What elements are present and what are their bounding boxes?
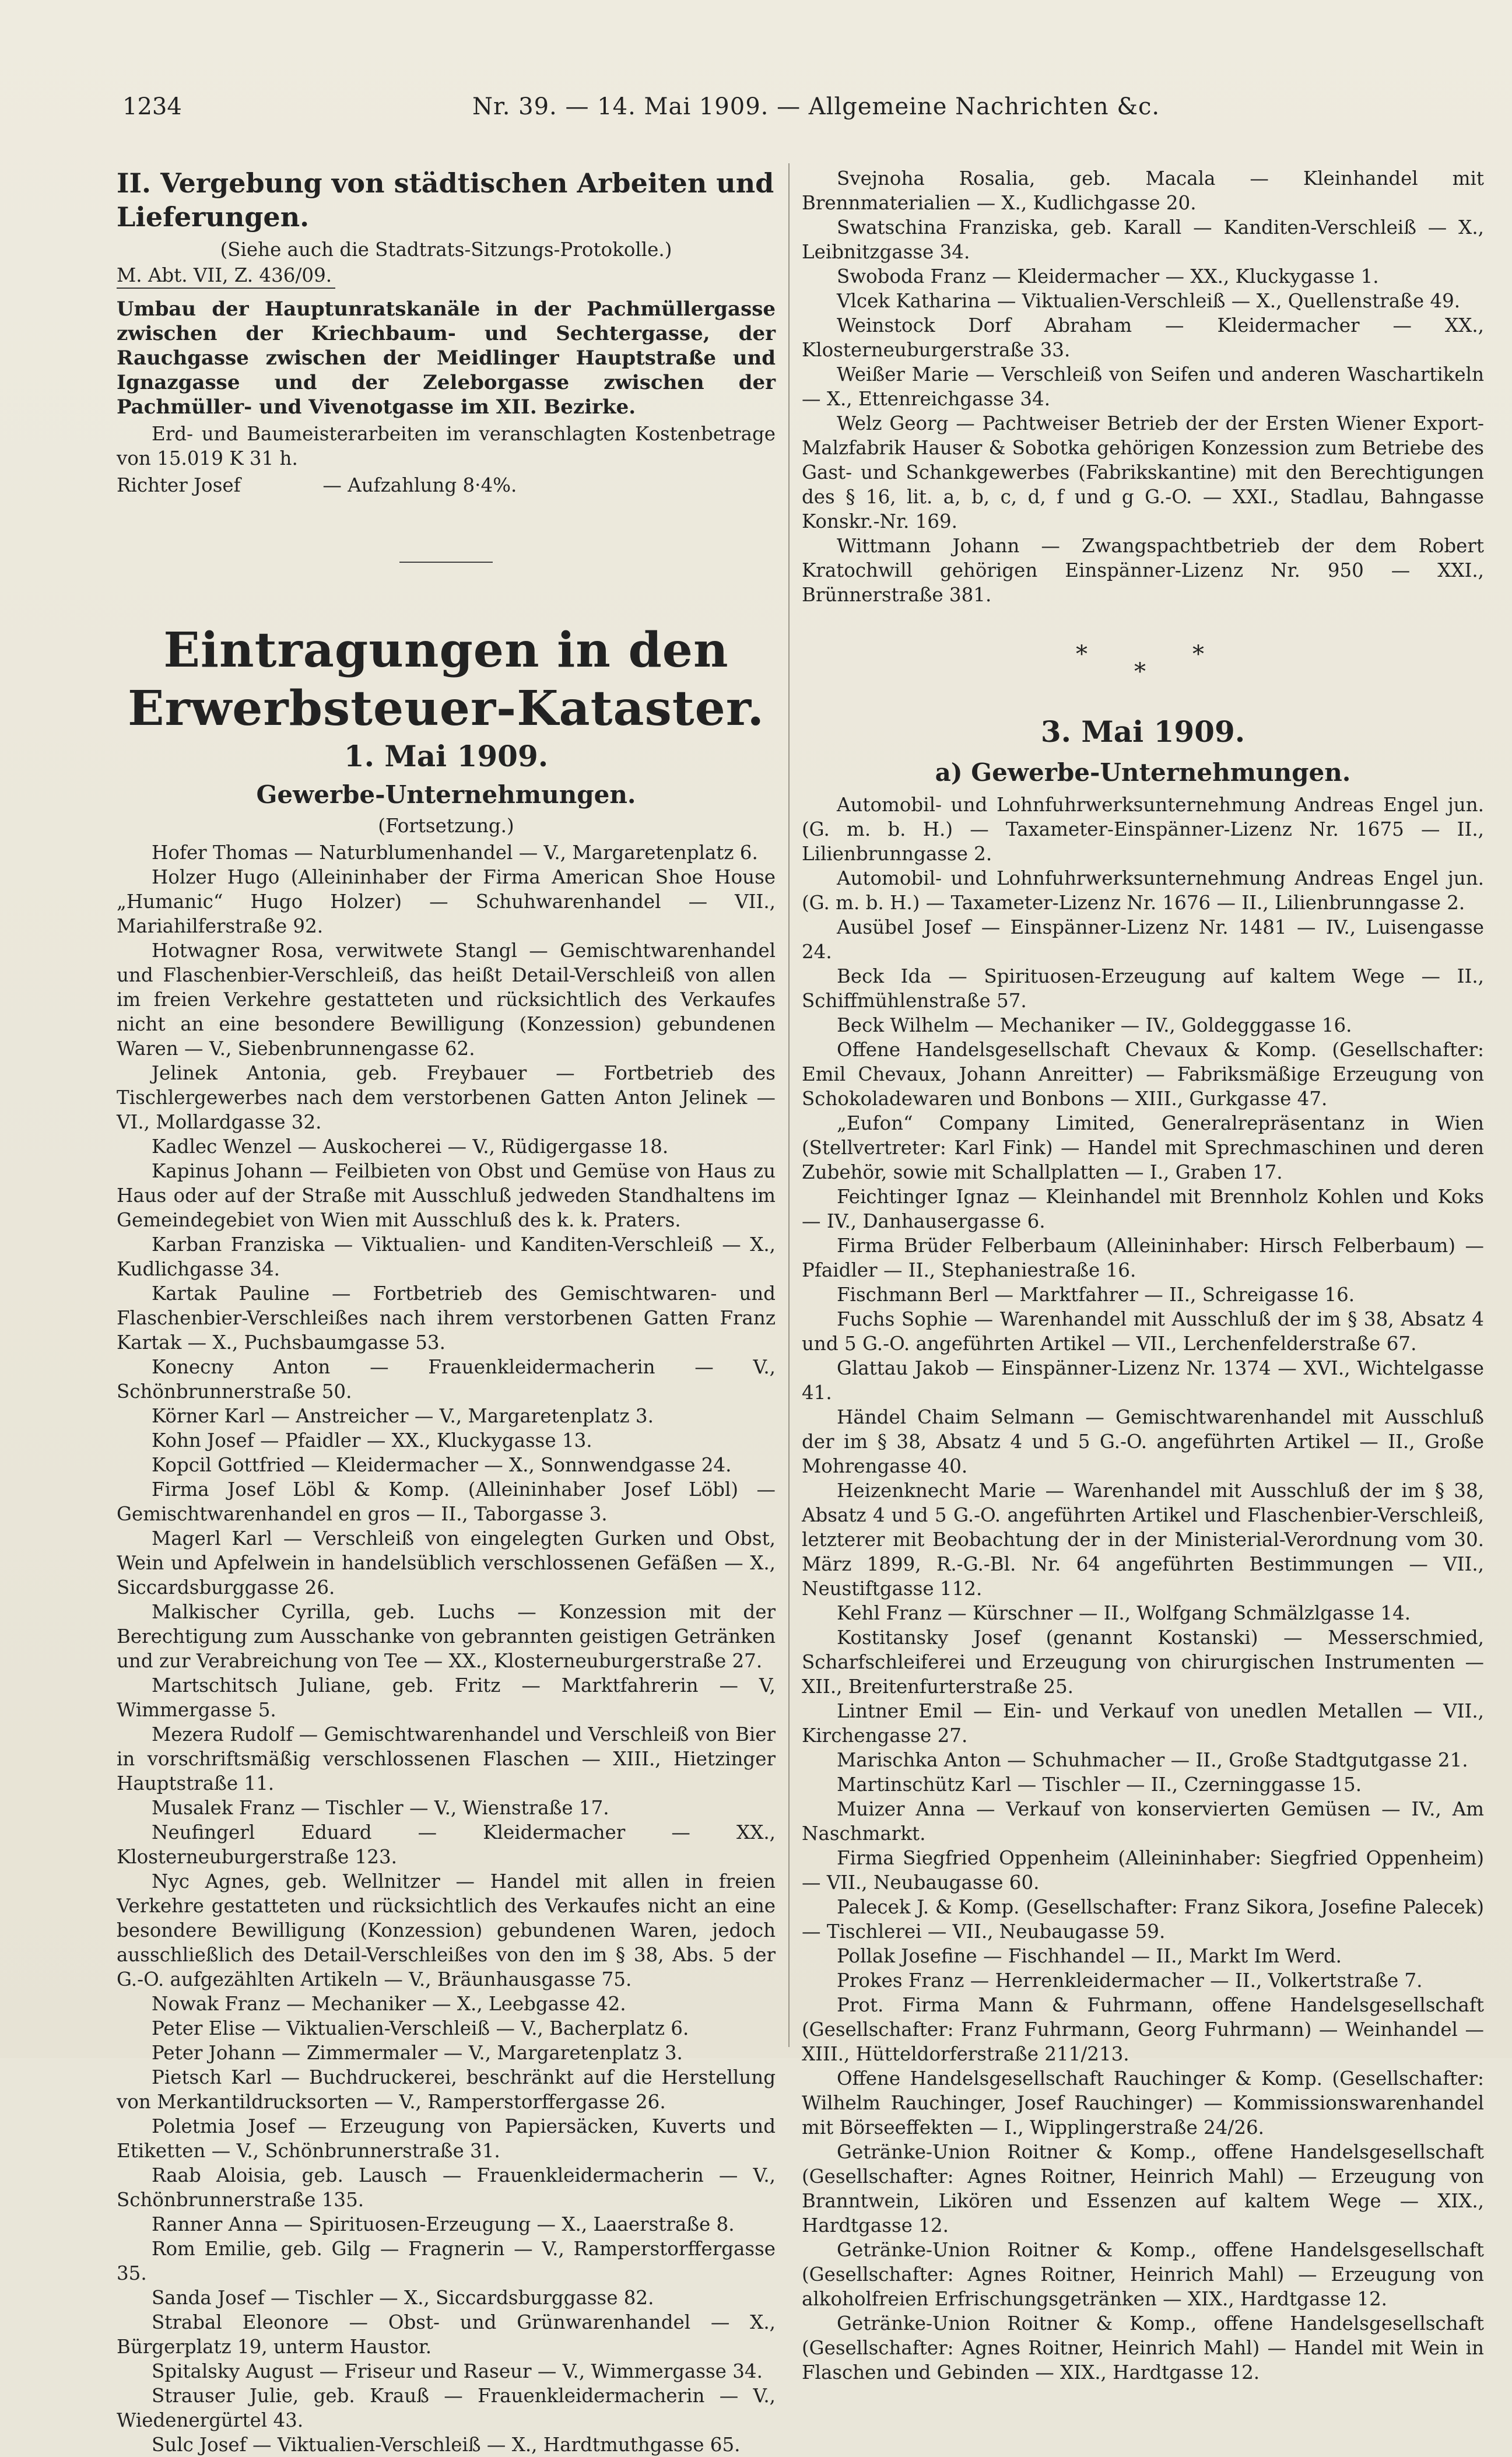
project-description: Umbau der Hauptunratskanäle in der Pachmüllergasse zwischen der Kriechbaum- und Sechtergasse, der Rauchgasse zwischen der Meidlinger Hauptstraße und Ignazgasse und der Zeleborgasse zwischen der Pachmüller- und Vivenotgasse im XII. Bezirke. bbox=[117, 297, 776, 419]
list-item: Firma Josef Löbl & Komp. (Alleininhaber Josef Löbl) — Gemischtwarenhandel en gros — II., Taborgasse 3. bbox=[117, 1478, 776, 1525]
list-item: Getränke-Union Roitner & Komp., offene Handelsgesellschaft (Gesellschafter: Agnes Roitner, Heinrich Mahl) — Erzeugung von Branntwein, Likören und Essenzen auf kaltem Wege — XIX., Hardtgasse 12. bbox=[802, 2141, 1484, 2237]
list-item: Firma Siegfried Oppenheim (Alleininhaber: Siegfried Oppenheim) — VII., Neubaugasse 60. bbox=[802, 1847, 1484, 1894]
award-line bbox=[117, 473, 776, 497]
list-item: Peter Elise — Viktualien-Verschleiß — V., Bacherplatz 6. bbox=[152, 2017, 689, 2039]
list-item: Poletmia Josef — Erzeugung von Papiersäcken, Kuverts und Etiketten — V., Schönbrunnerstraße 31. bbox=[117, 2115, 776, 2162]
subheading-gewerbe-a: a) Gewerbe-Unternehmungen. bbox=[935, 758, 1351, 787]
list-item: Heizenknecht Marie — Warenhandel mit Ausschluß der im § 38, Absatz 4 und 5 G.-O. angeführten Artikel und Flaschenbier-Verschleiß, letzterer mit Beobachtung der in der Ministerial-Verordnung vom 30. März 1899, R.-G.-Bl. Nr. 64 angeführten Bestimmungen — VII., Neustiftgasse 112. bbox=[802, 1480, 1484, 1600]
continuation-note: (Fortsetzung.) bbox=[378, 815, 514, 837]
list-item: Vlcek Katharina — Viktualien-Verschleiß — X., Quellenstraße 49. bbox=[837, 290, 1461, 312]
list-item: Musalek Franz — Tischler — V., Wienstraße 17. bbox=[152, 1797, 609, 1819]
list-item: Kostitansky Josef (genannt Kostanski) — Messerschmied, Scharfschleiferei und Erzeugung von chirurgischen Instrumenten — XII., Breitenfurterstraße 25. bbox=[802, 1627, 1484, 1698]
list-item: Nyc Agnes, geb. Wellnitzer — Handel mit allen in freien Verkehre gestatteten und rücksichtlich des Verkaufes nicht an eine besondere Bewilligung (Konzession) gebundenen Waren, jedoch ausschließlich des Detail-Verschleißes von den im § 38, Abs. 5 der G.-O. aufgezählten Artikeln — V., Bräunhausgasse 75. bbox=[117, 1870, 776, 1990]
list-item: Firma Brüder Felberbaum (Alleininhaber: Hirsch Felberbaum) — Pfaidler — II., Stephaniestraße 16. bbox=[802, 1235, 1484, 1281]
list-item: Mezera Rudolf — Gemischtwarenhandel und Verschleiß von Bier in vorschriftsmäßig verschlossenen Flaschen — XIII., Hietzinger Hauptstraße 11. bbox=[117, 1723, 776, 1794]
winner-name: Richter Josef bbox=[117, 474, 241, 496]
list-item: Offene Handelsgesellschaft Chevaux & Komp. (Gesellschafter: Emil Chevaux, Johann Anreitter) — Fabriksmäßige Erzeugung von Schokoladewaren und Bonbons — XIII., Gurkgasse 47. bbox=[802, 1039, 1484, 1110]
list-item: Feichtinger Ignaz — Kleinhandel mit Brennholz Kohlen und Koks — IV., Danhausergasse 6. bbox=[802, 1186, 1484, 1232]
list-item: Welz Georg — Pachtweiser Betrieb der der Ersten Wiener Export-Malzfabrik Hauser & Sobotka gehörigen Konzession zum Betriebe des Gast- und Schankgewerbes (Fabrikskantine) mit den Berechtigungen des § 16, lit. a, b, c, d, f und g G.-O. — XXI., Stadlau, Bahngasse Konskr.-Nr. 169. bbox=[802, 412, 1484, 532]
date-heading-may-1: 1. Mai 1909. bbox=[343, 739, 549, 773]
list-item: Beck Ida — Spirituosen-Erzeugung auf kaltem Wege — II., Schiffmühlenstraße 57. bbox=[802, 965, 1484, 1012]
list-item: Swoboda Franz — Kleidermacher — XX., Kluckygasse 1. bbox=[837, 265, 1379, 288]
subheading-gewerbe: Gewerbe-Unternehmungen. bbox=[256, 780, 636, 809]
list-item: Marischka Anton — Schuhmacher — II., Große Stadtgutgasse 21. bbox=[837, 1749, 1468, 1771]
works-description: Erd- und Baumeisterarbeiten im veranschlagten Kostenbetrage von 15.019 K 31 h. bbox=[117, 423, 776, 469]
column-divider bbox=[788, 163, 790, 2047]
page-number: 1234 bbox=[122, 93, 182, 120]
list-item: Spitalsky August — Friseur und Raseur — V., Wimmergasse 34. bbox=[152, 2360, 763, 2382]
date-heading-may-3: 3. Mai 1909. bbox=[1040, 714, 1246, 749]
list-item: Hotwagner Rosa, verwitwete Stangl — Gemischtwarenhandel und Flaschenbier-Verschleiß, das heißt Detail-Verschleiß von allen im freien Verkehre gestatteten und rücksichtlich des Verkaufes nicht an eine besondere Bewilligung (Konzession) gebundenen Waren — V., Siebenbrunnengasse 62. bbox=[117, 940, 776, 1060]
list-item: Prot. Firma Mann & Fuhrmann, offene Handelsgesellschaft (Gesellschafter: Franz Fuhrmann, Georg Fuhrmann) — Weinhandel — XIII., Hütteldorferstraße 211/213. bbox=[802, 1994, 1484, 2065]
section-title: II. Vergebung von städtischen Arbeiten und Lieferungen. bbox=[117, 167, 774, 233]
list-item: Kapinus Johann — Feilbieten von Obst und Gemüse von Haus zu Haus oder auf der Straße mit Ausschluß jedweden Standhaltens im Gemeindegebiet von Wien mit Ausschluß des k. k. Praters. bbox=[117, 1160, 776, 1231]
list-item: Sanda Josef — Tischler — X., Siccardsburggasse 82. bbox=[152, 2287, 654, 2309]
list-item: Martinschütz Karl — Tischler — II., Czerninggasse 15. bbox=[837, 1773, 1362, 1796]
page-header bbox=[122, 93, 1376, 128]
list-item: Glattau Jakob — Einspänner-Lizenz Nr. 1374 — XVI., Wichtelgasse 41. bbox=[802, 1357, 1484, 1404]
list-item: Svejnoha Rosalia, geb. Macala — Kleinhandel mit Brennmaterialien — X., Kudlichgasse 20. bbox=[802, 167, 1484, 214]
list-item: Weinstock Dorf Abraham — Kleidermacher — XX., Klosterneuburgerstraße 33. bbox=[802, 314, 1484, 361]
list-item: Fuchs Sophie — Warenhandel mit Ausschluß der im § 38, Absatz 4 und 5 G.-O. angeführten Artikel — VII., Lerchenfelderstraße 67. bbox=[802, 1308, 1484, 1355]
list-item: Automobil- und Lohnfuhrwerksunternehmung Andreas Engel jun. (G. m. b. H.) — Taxameter-Einspänner-Lizenz Nr. 1675 — II., Lilienbrunngasse 2. bbox=[802, 794, 1484, 865]
reference-number: M. Abt. VII, Z. 436/09. bbox=[117, 263, 335, 289]
list-item: Nowak Franz — Mechaniker — X., Leebgasse 42. bbox=[152, 1993, 626, 2015]
list-item: Swatschina Franziska, geb. Karall — Kanditen-Verschleiß — X., Leibnitzgasse 34. bbox=[802, 216, 1484, 263]
list-item: Kartak Pauline — Fortbetrieb des Gemischtwaren- und Flaschenbier-Verschleißes nach ihrem verstorbenen Gatten Franz Kartak — X., Puchsbaumgasse 53. bbox=[117, 1282, 776, 1354]
list-item: Wittmann Johann — Zwangspachtbetrieb der dem Robert Kratochwill gehörigen Einspänner-Lizenz Nr. 950 — XXI., Brünnerstraße 381. bbox=[802, 535, 1484, 606]
list-item: Martschitsch Juliane, geb. Fritz — Marktfahrerin — V, Wimmergasse 5. bbox=[117, 1674, 776, 1721]
list-item: Pietsch Karl — Buchdruckerei, beschränkt auf die Herstellung von Merkantildrucksorten — V., Ramperstorffergasse 26. bbox=[117, 2066, 776, 2113]
list-item: Kehl Franz — Kürschner — II., Wolfgang Schmälzlgasse 14. bbox=[837, 1602, 1411, 1624]
list-item: Jelinek Antonia, geb. Freybauer — Fortbetrieb des Tischlergewerbes nach dem verstorbenen Gatten Anton Jelinek — VI., Mollardgasse 32. bbox=[117, 1062, 776, 1133]
list-item: Körner Karl — Anstreicher — V., Margaretenplatz 3. bbox=[152, 1405, 654, 1427]
list-item: Palecek J. & Komp. (Gesellschafter: Franz Sikora, Josefine Palecek) — Tischlerei — VII., Neubaugasse 59. bbox=[802, 1896, 1484, 1943]
list-item: Kadlec Wenzel — Auskocherei — V., Rüdigergasse 18. bbox=[152, 1135, 669, 1158]
left-column bbox=[117, 166, 776, 2457]
list-item: Holzer Hugo (Alleininhaber der Firma American Shoe House „Humanic“ Hugo Holzer) — Schuhwarenhandel — VII., Mariahilferstraße 92. bbox=[117, 866, 776, 937]
list-item: Magerl Karl — Verschleiß von eingelegten Gurken und Obst, Wein und Apfelwein in handelsüblich verschlossenen Gefäßen — X., Siccardsburggasse 26. bbox=[117, 1527, 776, 1599]
list-item: Strabal Eleonore — Obst- und Grünwarenhandel — X., Bürgerplatz 19, unterm Haustor. bbox=[117, 2311, 776, 2358]
star-mark: * bbox=[1076, 641, 1087, 668]
list-item: Prokes Franz — Herrenkleidermacher — II., Volkertstraße 7. bbox=[837, 1969, 1423, 1992]
list-item: Neufingerl Eduard — Kleidermacher — XX., Klosterneuburgerstraße 123. bbox=[117, 1821, 776, 1868]
list-item: Automobil- und Lohnfuhrwerksunternehmung Andreas Engel jun. (G. m. b. H.) — Taxameter-Lizenz Nr. 1676 — II., Lilienbrunngasse 2. bbox=[802, 867, 1484, 914]
running-title: Nr. 39. — 14. Mai 1909. — Allgemeine Nachrichten &c. bbox=[472, 93, 1160, 120]
list-item: Ausübel Josef — Einspänner-Lizenz Nr. 1481 — IV., Luisengasse 24. bbox=[802, 916, 1484, 963]
list-item: Strauser Julie, geb. Krauß — Frauenkleidermacherin — V., Wiedenergürtel 43. bbox=[117, 2385, 776, 2431]
list-item: Händel Chaim Selmann — Gemischtwarenhandel mit Ausschluß der im § 38, Absatz 4 und 5 G.-O. angeführten Artikel — II., Große Mohrengasse 40. bbox=[802, 1406, 1484, 1477]
right-column bbox=[802, 166, 1484, 2385]
list-item: Karban Franziska — Viktualien- und Kanditen-Verschleiß — X., Kudlichgasse 34. bbox=[117, 1233, 776, 1280]
star-mark: * bbox=[1134, 658, 1146, 685]
list-item: „Eufon“ Company Limited, Generalrepräsentanz in Wien (Stellvertreter: Karl Fink) — Handel mit Sprechmaschinen und deren Zubehör, sowie mit Schallplatten — I., Graben 17. bbox=[802, 1112, 1484, 1183]
list-item: Kopcil Gottfried — Kleidermacher — X., Sonnwendgasse 24. bbox=[152, 1454, 732, 1476]
list-item: Offene Handelsgesellschaft Rauchinger & Komp. (Gesellschafter: Wilhelm Rauchinger, Josef Rauchinger) — Kommissionswarenhandel mit Börseeffekten — I., Wipplingerstraße 24/26. bbox=[802, 2067, 1484, 2139]
list-item: Peter Johann — Zimmermaler — V., Margaretenplatz 3. bbox=[152, 2042, 683, 2064]
list-item: Weißer Marie — Verschleiß von Seifen und anderen Waschartikeln — X., Ettenreichgasse 34. bbox=[802, 363, 1484, 410]
list-item: Beck Wilhelm — Mechaniker — IV., Goldegggasse 16. bbox=[837, 1014, 1352, 1036]
list-item: Raab Aloisia, geb. Lausch — Frauenkleidermacherin — V., Schönbrunnerstraße 135. bbox=[117, 2164, 776, 2211]
list-item: Ranner Anna — Spirituosen-Erzeugung — X., Laaerstraße 8. bbox=[152, 2213, 735, 2235]
list-item: Getränke-Union Roitner & Komp., offene Handelsgesellschaft (Gesellschafter: Agnes Roitner, Heinrich Mahl) — Handel mit Wein in Flaschen und Gebinden — XIX., Hardtgasse 12. bbox=[802, 2312, 1484, 2384]
list-item: Getränke-Union Roitner & Komp., offene Handelsgesellschaft (Gesellschafter: Agnes Roitner, Heinrich Mahl) — Erzeugung von alkoholfreien Erfrischungsgetränken — XIX., Hardtgasse 12. bbox=[802, 2239, 1484, 2310]
list-item: Konecny Anton — Frauenkleidermacherin — V., Schönbrunnerstraße 50. bbox=[117, 1356, 776, 1403]
list-item: Kohn Josef — Pfaidler — XX., Kluckygasse 13. bbox=[152, 1429, 592, 1452]
section-stars bbox=[802, 642, 1484, 689]
kataster-heading: Eintragungen in den Erwerbsteuer-Kataster. bbox=[127, 622, 765, 737]
see-also-note: (Siehe auch die Stadtrats-Sitzungs-Protokolle.) bbox=[220, 239, 672, 261]
list-item: Rom Emilie, geb. Gilg — Fragnerin — V., Ramperstorffergasse 35. bbox=[117, 2238, 776, 2284]
list-item: Lintner Emil — Ein- und Verkauf von unedlen Metallen — VII., Kirchengasse 27. bbox=[802, 1700, 1484, 1747]
star-mark: * bbox=[1192, 641, 1204, 668]
list-item: Fischmann Berl — Marktfahrer — II., Schreigasse 16. bbox=[837, 1284, 1355, 1306]
winner-terms: — Aufzahlung 8·4%. bbox=[322, 474, 517, 496]
list-item: Pollak Josefine — Fischhandel — II., Markt Im Werd. bbox=[837, 1945, 1342, 1967]
list-item: Malkischer Cyrilla, geb. Luchs — Konzession mit der Berechtigung zum Ausschanke von gebrannten geistigen Getränken und zur Verabreichung von Tee — XX., Klosterneuburgerstraße 27. bbox=[117, 1601, 776, 1672]
list-item: Muizer Anna — Verkauf von konservierten Gemüsen — IV., Am Naschmarkt. bbox=[802, 1798, 1484, 1845]
list-item: Sulc Josef — Viktualien-Verschleiß — X., Hardtmuthgasse 65. bbox=[152, 2434, 741, 2456]
list-item: Hofer Thomas — Naturblumenhandel — V., Margaretenplatz 6. bbox=[152, 842, 758, 864]
